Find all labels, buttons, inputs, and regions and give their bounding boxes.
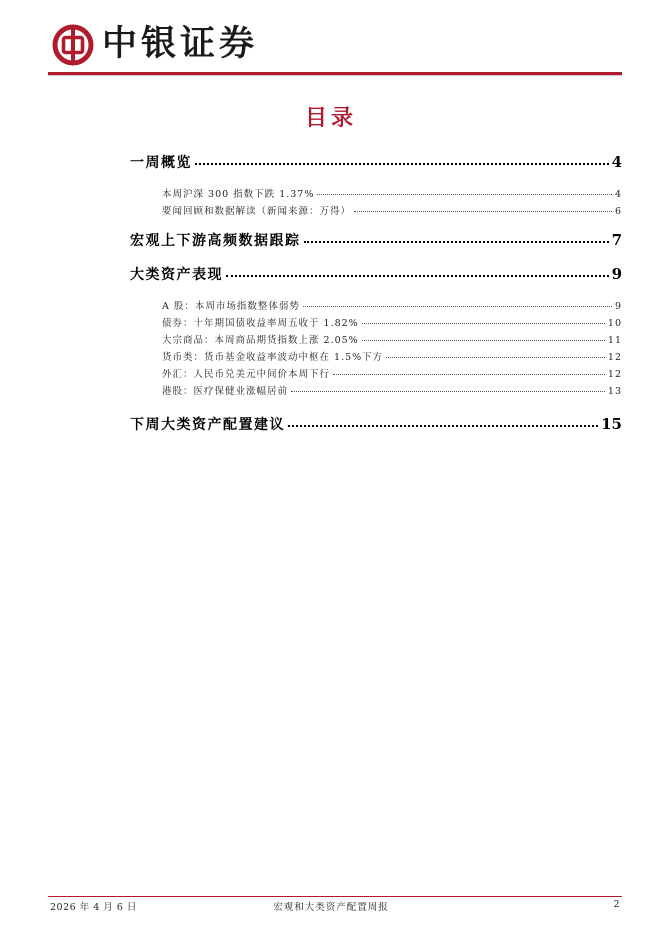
toc-entry-page: 12: [607, 352, 622, 363]
toc-entry-page: 12: [607, 369, 622, 380]
footer-date: 2026 年 4 月 6 日: [50, 902, 137, 913]
footer-rule: [48, 896, 622, 897]
toc-leader: [362, 340, 605, 341]
toc-leader: [291, 391, 605, 392]
toc-entry-label: 大类资产表现: [130, 267, 223, 283]
brand-name: 中银证券: [102, 23, 259, 64]
toc-entry[interactable]: [162, 203, 622, 217]
toc-entry-page: 13: [607, 386, 622, 397]
toc-leader: [288, 425, 598, 427]
toc-entry[interactable]: [162, 349, 622, 363]
bank-of-china-logo-icon: [52, 24, 94, 66]
toc-title: 目录: [304, 106, 357, 131]
toc-entry[interactable]: [162, 186, 622, 200]
toc-entry-label: 宏观上下游高频数据跟踪: [130, 233, 301, 249]
toc-entry[interactable]: [162, 383, 622, 397]
toc-entry[interactable]: [130, 414, 622, 434]
toc-leader: [362, 323, 605, 324]
toc-entry-label: 外汇：人民币兑美元中间价本周下行: [162, 369, 331, 380]
toc-entry[interactable]: [162, 366, 622, 380]
toc-leader: [226, 275, 609, 277]
toc-entry-label: 一周概览: [130, 155, 192, 171]
toc-entry-label: A 股：本周市场指数整体弱势: [162, 301, 300, 312]
toc-entry-label: 下周大类资产配置建议: [130, 417, 285, 433]
header-rule-shadow: [48, 75, 622, 76]
toc-entry-label: 要闻回顾和数据解读（新闻来源：万得）: [162, 206, 352, 217]
toc-leader: [304, 241, 609, 243]
toc-entry-label: 港股：医疗保健业涨幅居前: [162, 386, 289, 397]
toc-entry-page: 6: [614, 206, 622, 217]
toc-leader: [354, 211, 612, 212]
page-header: [0, 0, 662, 80]
toc-entry-page: 7: [611, 231, 622, 249]
toc-entry-label: 货币类：货币基金收益率波动中枢在 1.5%下方: [162, 352, 384, 363]
toc-entry[interactable]: [130, 230, 622, 250]
toc-entry-page: 10: [607, 318, 622, 329]
toc-entry-page: 9: [611, 265, 622, 283]
toc-leader: [386, 357, 605, 358]
toc-leader: [195, 163, 609, 165]
toc-entry[interactable]: [162, 315, 622, 329]
toc-leader: [317, 194, 612, 195]
toc-leader: [303, 306, 612, 307]
toc-entry[interactable]: [162, 332, 622, 346]
toc-entry-page: 15: [601, 415, 622, 433]
toc-entry-page: 11: [607, 335, 622, 346]
toc-entry-page: 4: [611, 153, 622, 171]
footer-page-number: 2: [613, 899, 620, 910]
toc-entry[interactable]: [130, 152, 622, 172]
toc-leader: [333, 374, 605, 375]
toc-entry-page: 4: [614, 189, 622, 200]
toc-entry-label: 本周沪深 300 指数下跌 1.37%: [162, 189, 315, 200]
toc-entry-page: 9: [614, 301, 622, 312]
toc-entry-label: 大宗商品：本周商品期货指数上涨 2.05%: [162, 335, 359, 346]
toc-entry[interactable]: [162, 298, 622, 312]
toc-entry-label: 债券：十年期国债收益率周五收于 1.82%: [162, 318, 359, 329]
footer-report-title: 宏观和大类资产配置周报: [273, 902, 389, 913]
toc-entry[interactable]: [130, 264, 622, 284]
